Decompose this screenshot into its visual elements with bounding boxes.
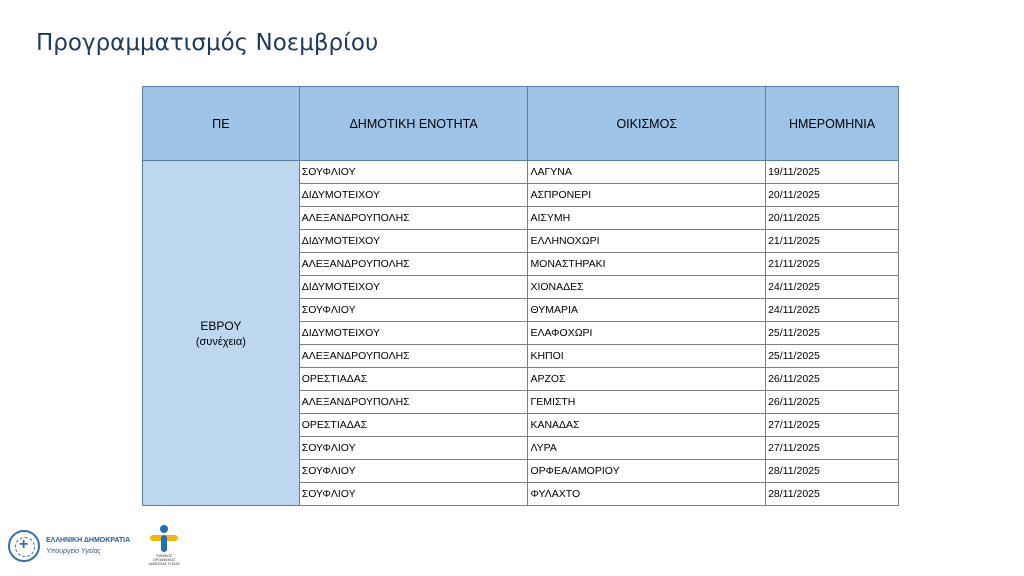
village-cell: ΘΥΜΑΡΙΑ <box>528 299 766 322</box>
pe-cell <box>143 161 300 506</box>
table-row <box>143 161 899 184</box>
table-body <box>143 161 899 506</box>
village-cell: ΦΥΛΑΧΤΟ <box>528 483 766 506</box>
village-cell: ΛΥΡΑ <box>528 437 766 460</box>
village-cell: ΕΛΑΦΟΧΩΡΙ <box>528 322 766 345</box>
header-municipal-unit: ΔΗΜΟΤΙΚΗ ΕΝΟΤΗΤΑ <box>299 87 528 161</box>
pe-note: (συνέχεια) <box>195 335 246 348</box>
unit-cell: ΔΙΔΥΜΟΤΕΙΧΟΥ <box>299 276 528 299</box>
village-cell: ΑΣΠΡΟΝΕΡΙ <box>528 184 766 207</box>
unit-cell: ΣΟΥΦΛΙΟΥ <box>299 483 528 506</box>
header-settlement: ΟΙΚΙΣΜΟΣ <box>528 87 766 161</box>
unit-cell: ΑΛΕΞΑΝΔΡΟΥΠΟΛΗΣ <box>299 345 528 368</box>
date-cell: 26/11/2025 <box>766 368 899 391</box>
village-cell: ΕΛΛΗΝΟΧΩΡΙ <box>528 230 766 253</box>
date-cell: 24/11/2025 <box>766 299 899 322</box>
unit-cell: ΑΛΕΞΑΝΔΡΟΥΠΟΛΗΣ <box>299 391 528 414</box>
date-cell: 28/11/2025 <box>766 483 899 506</box>
date-cell: 21/11/2025 <box>766 253 899 276</box>
greek-emblem-icon <box>8 530 40 562</box>
date-cell: 27/11/2025 <box>766 437 899 460</box>
unit-cell: ΣΟΥΦΛΙΟΥ <box>299 460 528 483</box>
unit-cell: ΔΙΔΥΜΟΤΕΙΧΟΥ <box>299 230 528 253</box>
unit-cell: ΔΙΔΥΜΟΤΕΙΧΟΥ <box>299 322 528 345</box>
village-cell: ΜΟΝΑΣΤΗΡΑΚΙ <box>528 253 766 276</box>
ministry-logo-text <box>46 535 130 557</box>
village-cell: ΑΡΖΟΣ <box>528 368 766 391</box>
table-header-row <box>143 87 899 161</box>
eody-logo-icon <box>146 524 182 568</box>
header-date: ΗΜΕΡΟΜΗΝΙΑ <box>766 87 899 161</box>
date-cell: 19/11/2025 <box>766 161 899 184</box>
village-cell: ΑΙΣΥΜΗ <box>528 207 766 230</box>
village-cell: ΚΗΠΟΙ <box>528 345 766 368</box>
village-cell: ΟΡΦΕΑ/ΑΜΟΡΙΟΥ <box>528 460 766 483</box>
eody-label: ΕΘΝΙΚΟΣ ΟΡΓΑΝΙΣΜΟΣ ΔΗΜΟΣΙΑΣ ΥΓΕΙΑΣ <box>148 554 180 566</box>
ministry-line2: Υπουργείο Υγείας <box>46 548 101 555</box>
village-cell: ΓΕΜΙΣΤΗ <box>528 391 766 414</box>
date-cell: 25/11/2025 <box>766 345 899 368</box>
unit-cell: ΑΛΕΞΑΝΔΡΟΥΠΟΛΗΣ <box>299 253 528 276</box>
village-cell: ΧΙΟΝΑΔΕΣ <box>528 276 766 299</box>
unit-cell: ΣΟΥΦΛΙΟΥ <box>299 437 528 460</box>
footer-logos <box>8 524 182 568</box>
date-cell: 20/11/2025 <box>766 184 899 207</box>
ministry-line1: ΕΛΛΗΝΙΚΗ ΔΗΜΟΚΡΑΤΙΑ <box>46 537 131 544</box>
unit-cell: ΟΡΕΣΤΙΑΔΑΣ <box>299 368 528 391</box>
unit-cell: ΟΡΕΣΤΙΑΔΑΣ <box>299 414 528 437</box>
header-pe: ΠΕ <box>143 87 300 161</box>
date-cell: 27/11/2025 <box>766 414 899 437</box>
page-title: Προγραμματισμός Νοεμβρίου <box>36 30 379 56</box>
unit-cell: ΔΙΔΥΜΟΤΕΙΧΟΥ <box>299 184 528 207</box>
date-cell: 20/11/2025 <box>766 207 899 230</box>
unit-cell: ΣΟΥΦΛΙΟΥ <box>299 299 528 322</box>
date-cell: 24/11/2025 <box>766 276 899 299</box>
date-cell: 25/11/2025 <box>766 322 899 345</box>
date-cell: 26/11/2025 <box>766 391 899 414</box>
unit-cell: ΣΟΥΦΛΙΟΥ <box>299 161 528 184</box>
pe-name: ΕΒΡΟΥ <box>200 318 242 333</box>
unit-cell: ΑΛΕΞΑΝΔΡΟΥΠΟΛΗΣ <box>299 207 528 230</box>
schedule-table <box>142 86 899 506</box>
date-cell: 28/11/2025 <box>766 460 899 483</box>
date-cell: 21/11/2025 <box>766 230 899 253</box>
village-cell: ΛΑΓΥΝΑ <box>528 161 766 184</box>
village-cell: ΚΑΝΑΔΑΣ <box>528 414 766 437</box>
